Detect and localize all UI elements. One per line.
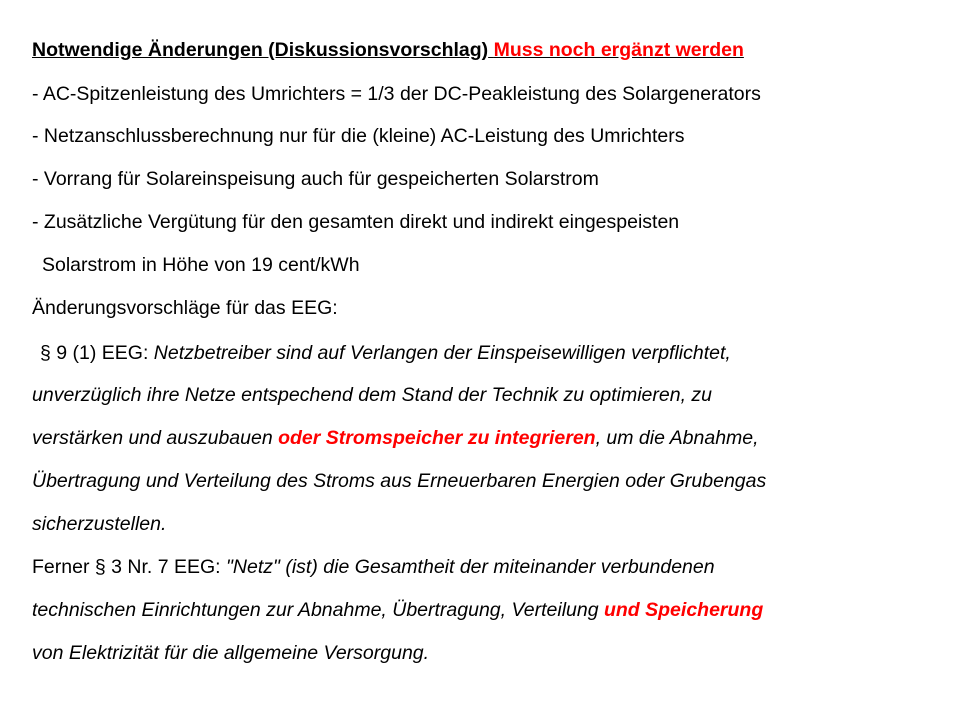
bullet-4: - Zusätzliche Vergütung für den gesamten direkt und indirekt eingespeisten <box>32 211 680 233</box>
p9-highlight: oder Stromspeicher zu integrieren <box>278 427 596 449</box>
p9-line-2: unverzüglich ihre Netze entspechend dem Stand der Technik zu optimieren, zu <box>32 384 713 406</box>
p3-line-1 <box>32 553 944 581</box>
eeg-intro: Änderungsvorschläge für das EEG: <box>32 297 338 319</box>
heading-note: Muss noch ergänzt werden <box>493 39 744 61</box>
heading-line <box>32 36 944 64</box>
bullet-3: - Vorrang für Solareinspeisung auch für gespeicherten Solarstrom <box>32 168 599 190</box>
p3-text-1: "Netz" (ist) die Gesamtheit der miteinander verbundenen <box>226 556 715 578</box>
p3-reference: Ferner § 3 Nr. 7 EEG: <box>32 556 226 578</box>
heading-title: Notwendige Änderungen (Diskussionsvorschlag) <box>32 39 489 61</box>
p9-text-1: Netzbetreiber sind auf Verlangen der Einspeisewilligen verpflichtet, <box>153 342 731 364</box>
p9-line-3 <box>32 424 944 452</box>
bullet-2: - Netzanschlussberechnung nur für die (kleine) AC-Leistung des Umrichters <box>32 125 685 147</box>
bullet-1: - AC-Spitzenleistung des Umrichters = 1/3 der DC-Peakleistung des Solargenerators <box>32 83 761 105</box>
p3-highlight: und Speicherung <box>603 599 764 621</box>
p3-text-2a: technischen Einrichtungen zur Abnahme, Übertragung, Verteilung <box>32 599 604 621</box>
p3-line-3: von Elektrizität für die allgemeine Versorgung. <box>32 642 430 664</box>
p9-line-5: sicherzustellen. <box>32 513 167 535</box>
p3-line-2 <box>32 596 944 624</box>
bullet-4-continuation: Solarstrom in Höhe von 19 cent/kWh <box>42 254 360 276</box>
p9-text-3a: verstärken und auszubauen <box>32 427 279 449</box>
p9-text-3b: , um die Abnahme, <box>595 427 759 449</box>
p9-line-4: Übertragung und Verteilung des Stroms aus Erneuerbaren Energien oder Grubengas <box>32 470 767 492</box>
p9-reference: § 9 (1) EEG: <box>40 342 154 364</box>
p9-line-1 <box>40 339 944 367</box>
